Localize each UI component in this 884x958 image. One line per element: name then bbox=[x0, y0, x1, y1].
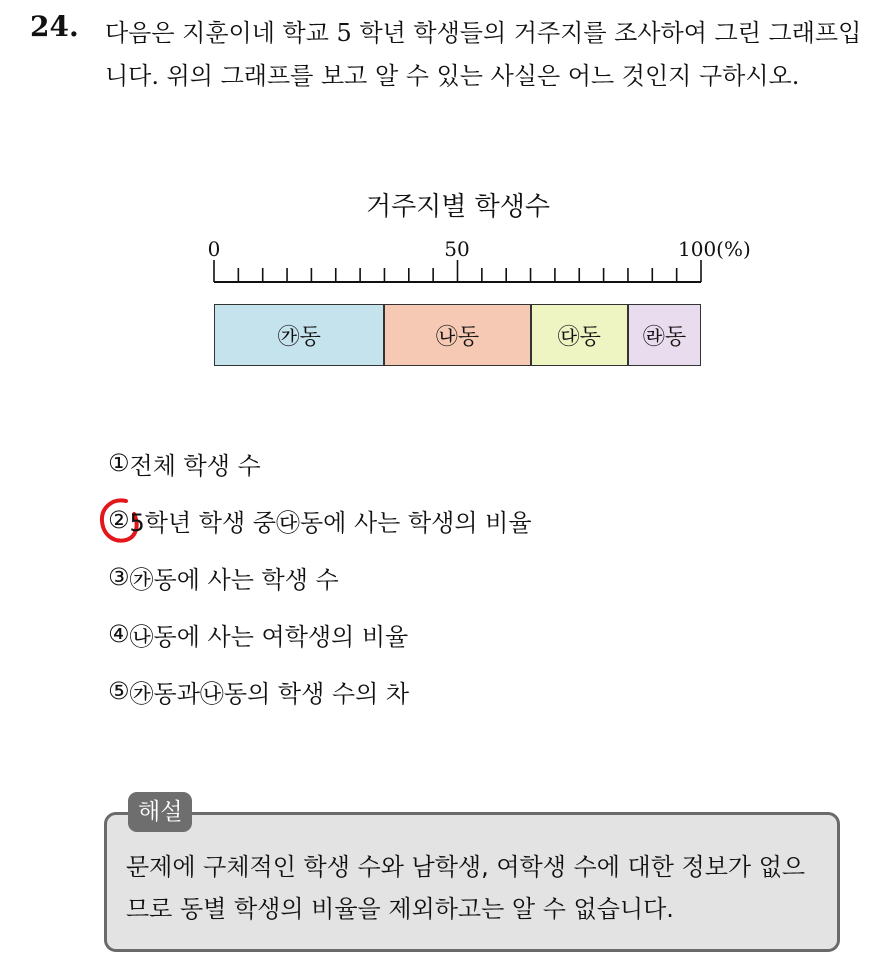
question-text: 다음은 지훈이네 학교 5 학년 학생들의 거주지를 조사하여 그린 그래프입니다. 위의 그래프를 보고 알 수 있는 사실은 어느 것인지 구하시오. bbox=[105, 19, 862, 90]
option-number: ② bbox=[108, 506, 130, 534]
option-1[interactable] bbox=[108, 443, 261, 483]
option-3[interactable] bbox=[108, 557, 339, 597]
option-text: 5학년 학생 중 bbox=[129, 508, 276, 537]
option-text: 동에 사는 학생의 비율 bbox=[299, 508, 532, 537]
option-text: ㉮ bbox=[129, 565, 154, 594]
option-4[interactable] bbox=[108, 614, 408, 654]
tick-label-100: 100(%) bbox=[678, 237, 751, 261]
explanation-label: 해설 bbox=[128, 792, 192, 832]
option-5[interactable] bbox=[108, 671, 409, 711]
option-number: ③ bbox=[108, 563, 130, 591]
option-text: ㉯ bbox=[199, 679, 224, 708]
option-text: 동의 학생 수의 차 bbox=[223, 679, 410, 708]
stacked-bar bbox=[214, 304, 701, 366]
option-2[interactable] bbox=[108, 500, 532, 540]
bar-segment-label: ㉱동 bbox=[642, 324, 687, 350]
option-text: ㉮ bbox=[129, 679, 154, 708]
bar-segment bbox=[214, 304, 384, 366]
option-text: 동과 bbox=[153, 679, 200, 708]
option-text: ㉯ bbox=[129, 622, 154, 651]
question-number: 24. bbox=[30, 10, 79, 43]
chart-axis bbox=[200, 236, 751, 284]
option-number: ⑤ bbox=[108, 677, 130, 705]
bar-segment-label: ㉰동 bbox=[557, 324, 601, 350]
option-text: 동에 사는 여학생의 비율 bbox=[153, 622, 409, 651]
explanation-text: 문제에 구체적인 학생 수와 남학생, 여학생 수에 대한 정보가 없으므로 동별 학생의 비율을 제외하고는 알 수 없습니다. bbox=[126, 853, 806, 923]
bar-segment-label: ㉯동 bbox=[435, 324, 480, 350]
option-text: ㉰ bbox=[275, 508, 300, 537]
tick-label-50: 50 bbox=[444, 237, 470, 261]
chart-title: 거주지별 학생수 bbox=[365, 192, 551, 222]
option-text: 동에 사는 학생 수 bbox=[153, 565, 339, 594]
option-number: ④ bbox=[108, 620, 130, 648]
bar-segment bbox=[628, 304, 701, 366]
option-text: 전체 학생 수 bbox=[129, 451, 261, 480]
bar-segment-label: ㉮동 bbox=[277, 324, 321, 350]
option-number: ① bbox=[108, 449, 130, 477]
tick-label-0: 0 bbox=[207, 237, 221, 261]
bar-segment bbox=[531, 304, 628, 366]
bar-segment bbox=[384, 304, 530, 366]
